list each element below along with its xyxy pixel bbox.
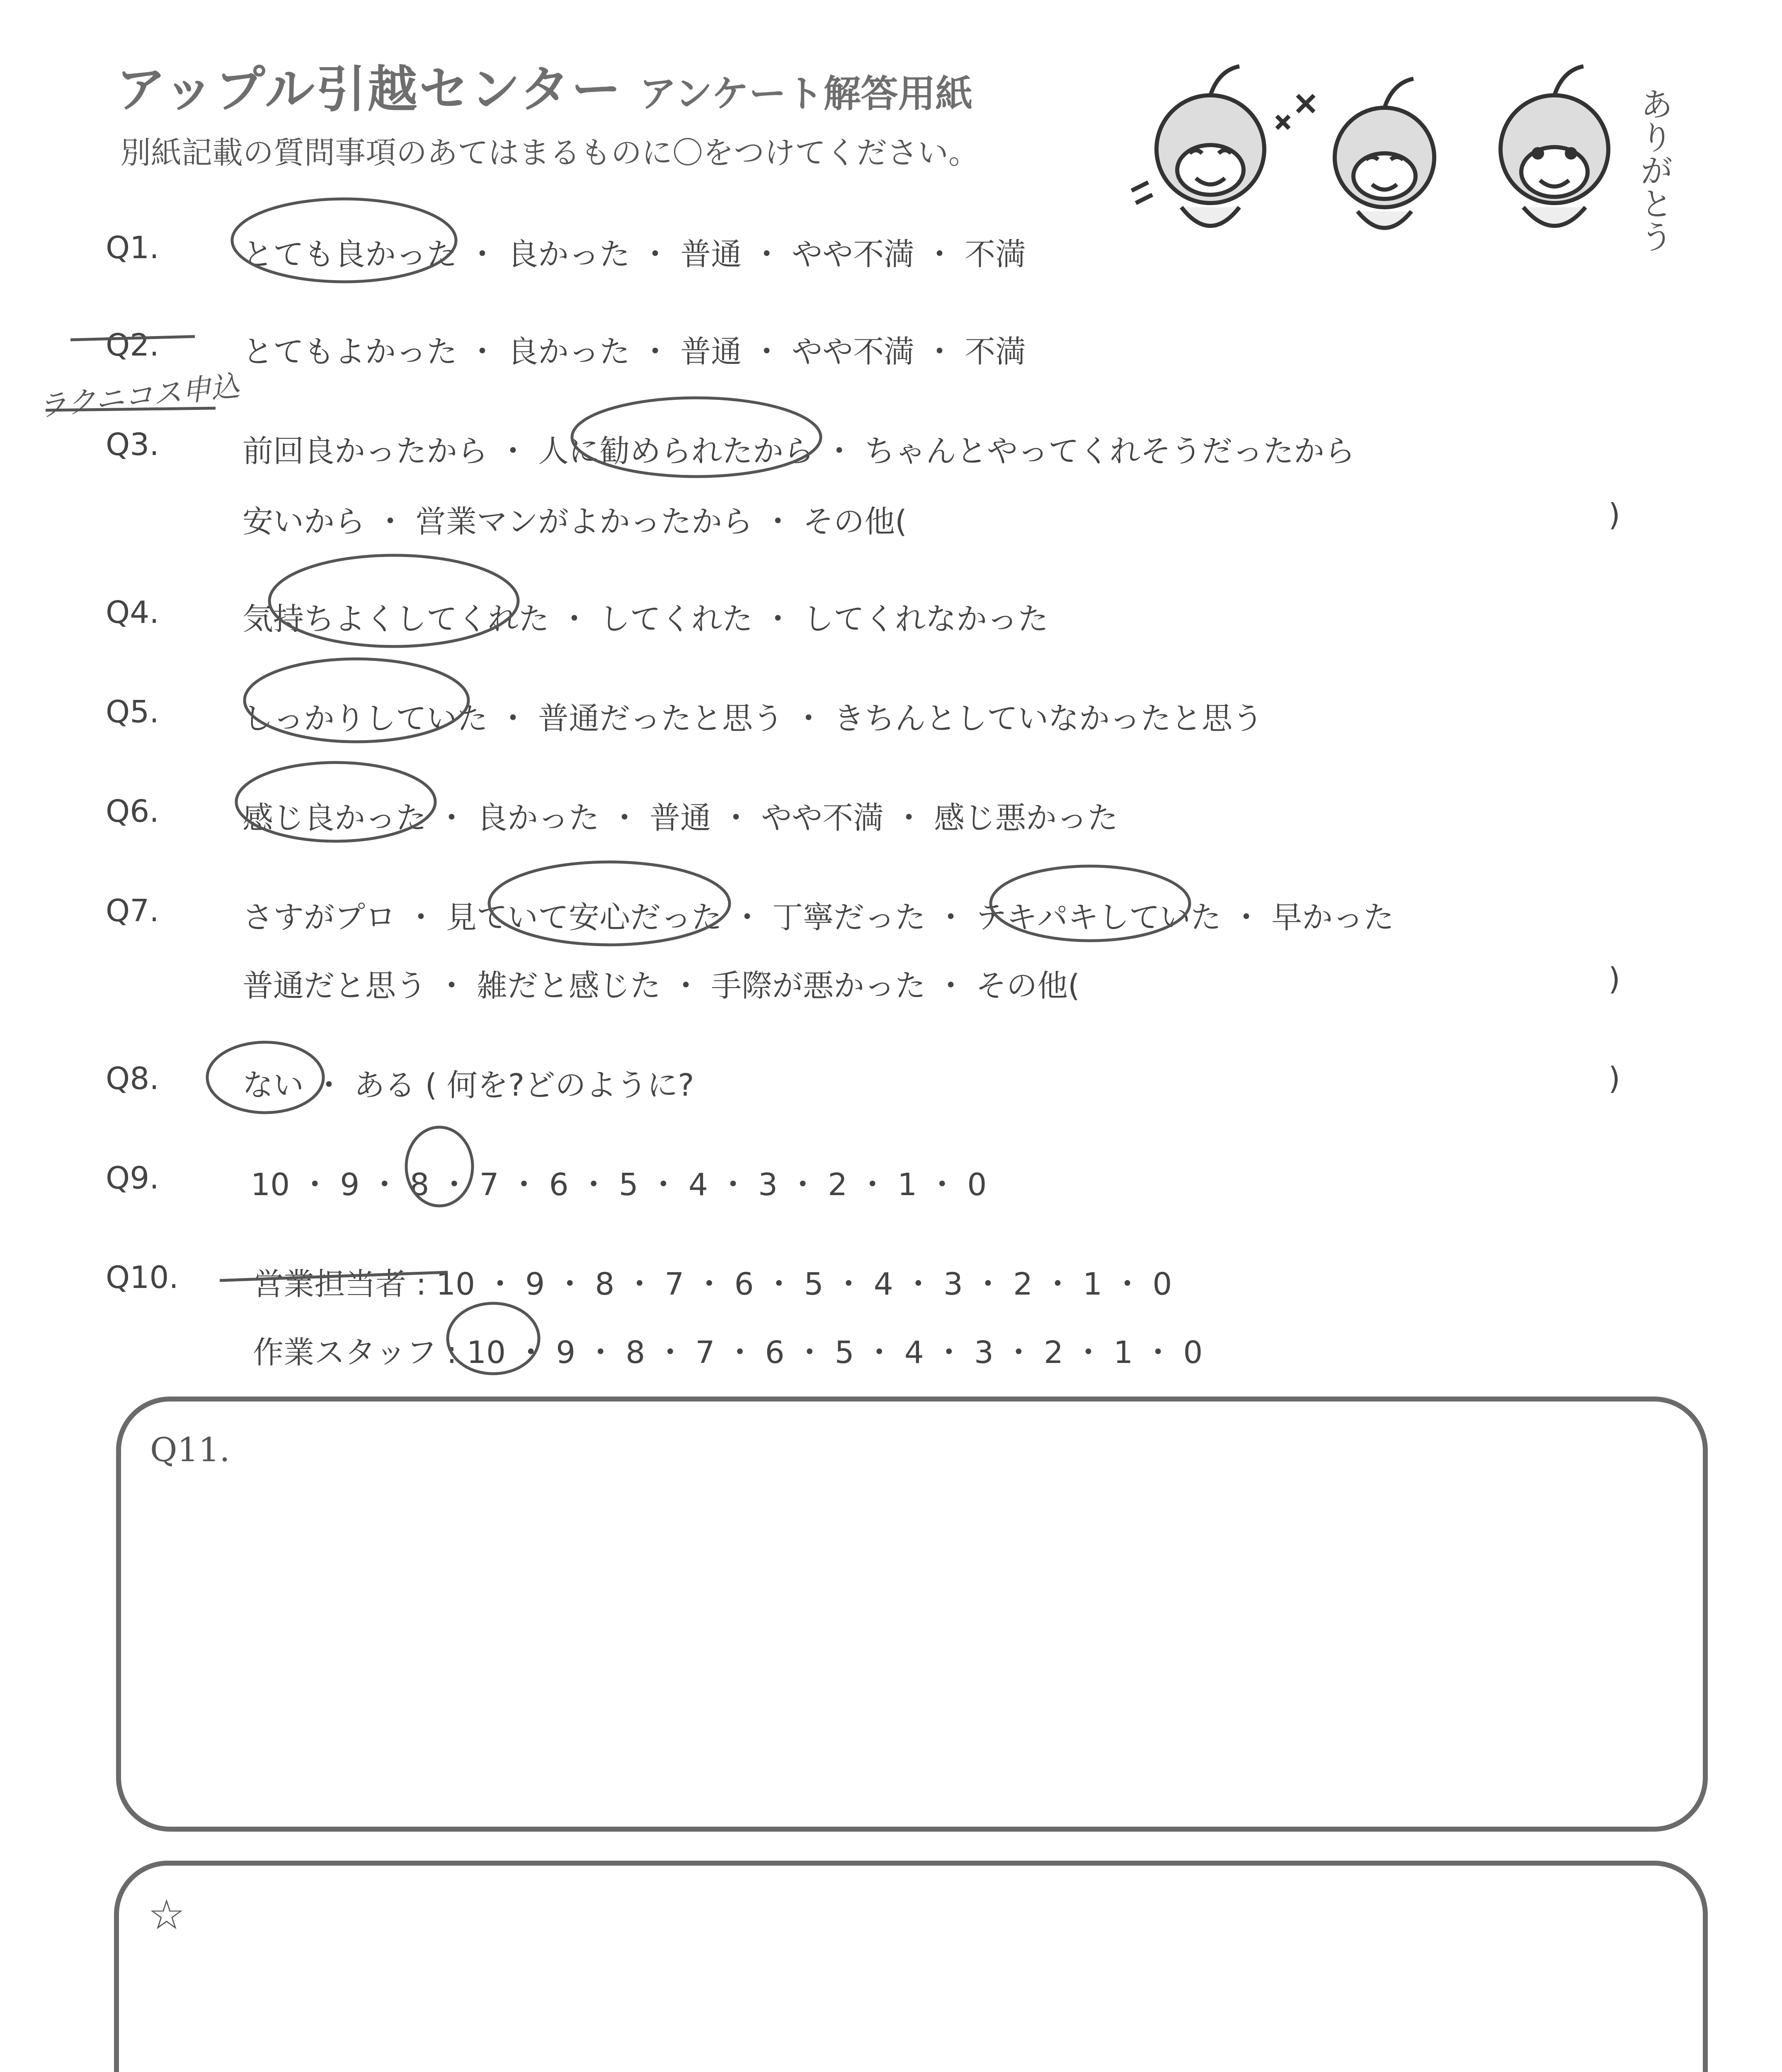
q2-label: Q2. bbox=[106, 327, 159, 363]
q1-label: Q1. bbox=[106, 230, 159, 266]
q4-options: 気持ちよくしてくれた ・ してくれた ・ してくれなかった bbox=[242, 601, 1049, 637]
q7-options-line1: さすがプロ ・ 見ていて安心だった ・ 丁寧だった ・ テキパキしていた ・ 早かった bbox=[242, 900, 1394, 935]
q7-paren-close: ) bbox=[1608, 961, 1620, 997]
instructions: 別紙記載の質問事項のあてはまるものに〇をつけてください。 bbox=[120, 135, 979, 171]
q6-options: 感じ良かった ・ 良かった ・ 普通 ・ やや不満 ・ 感じ悪かった bbox=[242, 800, 1118, 836]
q10-label: Q10. bbox=[106, 1260, 179, 1295]
q1-options: とても良かった ・ 良かった ・ 普通 ・ やや不満 ・ 不満 bbox=[242, 237, 1026, 272]
q3-options-line2: 安いから ・ 営業マンがよかったから ・ その他( bbox=[242, 504, 907, 540]
star-comment-box[interactable] bbox=[114, 1861, 1708, 2072]
q4-label: Q4. bbox=[106, 595, 159, 630]
star-icon: ☆ bbox=[148, 1890, 185, 1939]
q7-label: Q7. bbox=[106, 893, 159, 929]
q10-sales-row: 営業担当者 : 10 ・ 9 ・ 8 ・ 7 ・ 6 ・ 5 ・ 4 ・ 3 ・ 2 ・ 1 ・ 0 bbox=[253, 1266, 1172, 1302]
mascot-illustration bbox=[1119, 54, 1700, 286]
q3-label: Q3. bbox=[106, 427, 159, 462]
q8-label: Q8. bbox=[106, 1061, 159, 1097]
q5-options: しっかりしていた ・ 普通だったと思う ・ きちんとしていなかったと思う bbox=[242, 701, 1263, 736]
q10-staff-row: 作業スタッフ : 10 ・ 9 ・ 8 ・ 7 ・ 6 ・ 5 ・ 4 ・ 3 ・ 2 ・ 1 ・ 0 bbox=[253, 1335, 1203, 1370]
q8-options: ない ・ ある ( 何を?どのように? bbox=[242, 1067, 694, 1103]
handwritten-note: ラクニコス申込 bbox=[36, 368, 242, 424]
q11-label: Q11. bbox=[150, 1431, 230, 1469]
q6-label: Q6. bbox=[106, 794, 159, 829]
q3-paren-close: ) bbox=[1608, 497, 1620, 533]
q2-options: とてもよかった ・ 良かった ・ 普通 ・ やや不満 ・ 不満 bbox=[242, 334, 1026, 370]
header-title bbox=[116, 50, 973, 121]
q5-label: Q5. bbox=[106, 694, 159, 730]
q3-options-line1: 前回良かったから ・ 人に勧められたから ・ ちゃんとやってくれそうだったから bbox=[242, 433, 1355, 469]
q8-paren-close: ) bbox=[1608, 1061, 1620, 1097]
mascot-thanks-text: ありがとう bbox=[1634, 87, 1673, 253]
q7-options-line2: 普通だと思う ・ 雑だと感じた ・ 手際が悪かった ・ その他( bbox=[242, 968, 1080, 1004]
brand-name: アップル引越センター bbox=[116, 61, 623, 119]
q11-comment-box[interactable] bbox=[116, 1397, 1708, 1832]
q9-options: 10 ・ 9 ・ 8 ・ 7 ・ 6 ・ 5 ・ 4 ・ 3 ・ 2 ・ 1 ・ 0 bbox=[251, 1167, 987, 1203]
q9-label: Q9. bbox=[106, 1160, 159, 1196]
form-subtitle: アンケート解答用紙 bbox=[639, 72, 973, 116]
